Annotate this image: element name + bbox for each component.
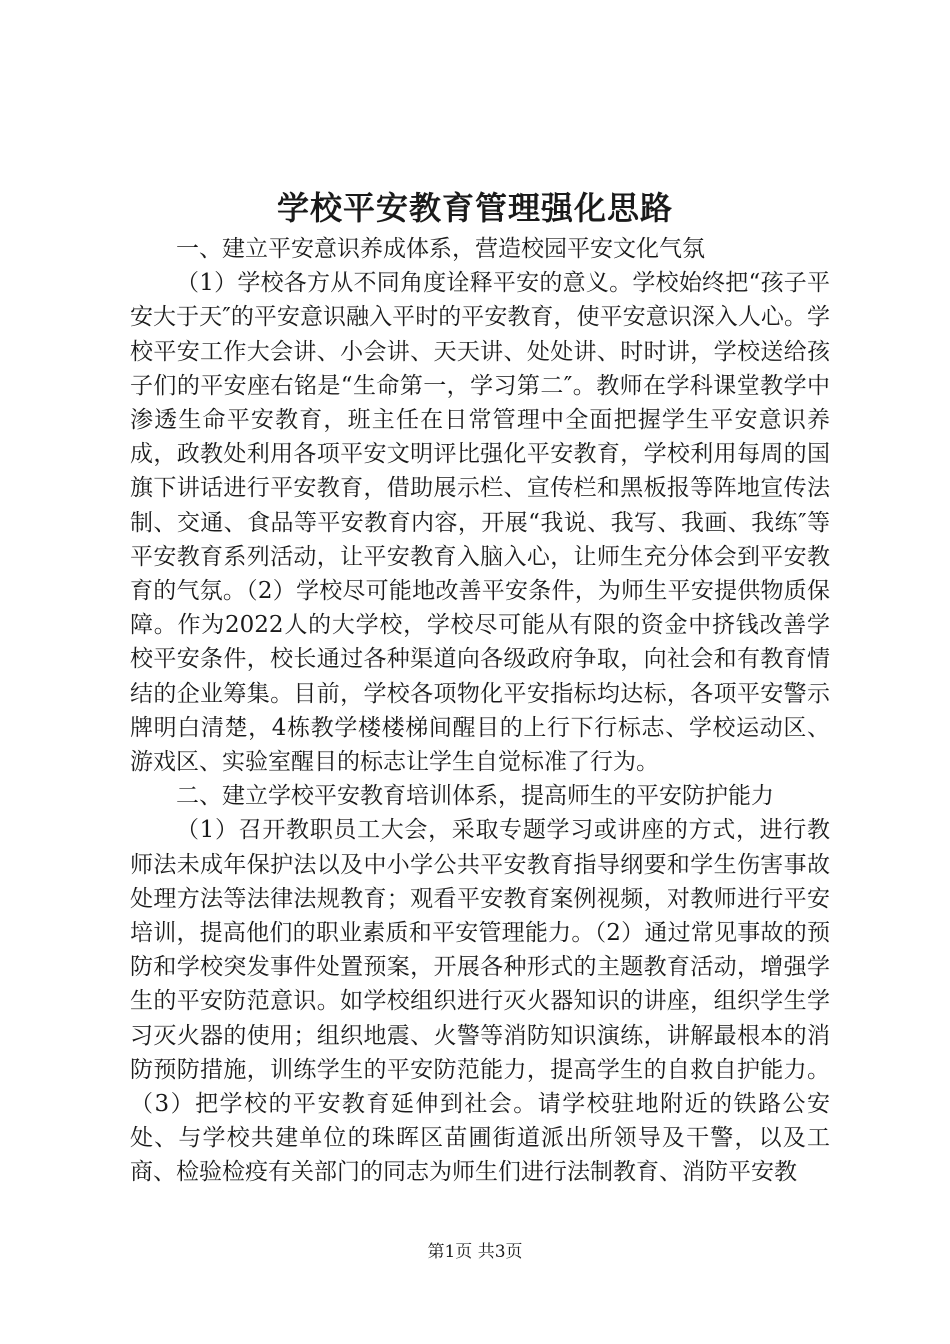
section-1-heading: 一、建立平安意识养成体系，营造校园平安文化气氛 bbox=[176, 236, 705, 262]
section-2-paragraph: （1）召开教职员工大会，采取专题学习或讲座的方式，进行教师法未成年保护法以及中小学公共平安教育指导纲要和学生伤害事故处理方法等法律法规教育；观看平安教育案例视频，对教师进行平安培训，提高他们的职业素质和平安管理能力。（2）通过常见事故的预防和学校突发事件处置预案，开展各种形式的主题教育活动，增强学生的平安防范意识。如学校组织进行灭火器知识的讲座，组织学生学习灭火器的使用；组织地震、火警等消防知识演练，讲解最根本的消防预防措施，训练学生的平安防范能力，提高学生的自救自护能力。（3）把学校的平安教育延伸到社会。请学校驻地附近的铁路公安处、与学校共建单位的珠晖区苗圃街道派出所领导及干警，以及工商、检验检疫有关部门的同志为师生们进行法制教育、消防平安教 bbox=[130, 817, 830, 1186]
section-1-paragraph: （1）学校各方从不同角度诠释平安的意义。学校始终把“孩子平安大于天″的平安意识融入平时的平安教育，使平安意识深入人心。学校平安工作大会讲、小会讲、天天讲、处处讲、时时讲，学校送给孩子们的平安座右铭是“生命第一，学习第二″。教师在学科课堂教学中渗透生命平安教育，班主任在日常管理中全面把握学生平安意识养成，政教处利用各项平安文明评比强化平安教育，学校利用每周的国旗下讲话进行平安教育，借助展示栏、宣传栏和黑板报等阵地宣传法制、交通、食品等平安教育内容，开展“我说、我写、我画、我练″等平安教育系列活动，让平安教育入脑入心，让师生充分体会到平安教育的气氛。（2）学校尽可能地改善平安条件，为师生平安提供物质保障。作为2022人的大学校，学校尽可能从有限的资金中挤钱改善学校平安条件，校长通过各种渠道向各级政府争取，向社会和有教育情结的企业筹集。目前，学校各项物化平安指标均达标，各项平安警示牌明白清楚，4栋教学楼楼梯间醒目的上行下行标志、学校运动区、游戏区、实验室醒目的标志让学生自觉标准了行为。 bbox=[130, 270, 830, 776]
page-number-footer: 第1页 共3页 bbox=[427, 1242, 523, 1262]
document-title: 学校平安教育管理强化思路 bbox=[276, 189, 673, 227]
section-2-heading: 二、建立学校平安教育培训体系，提高师生的平安防护能力 bbox=[176, 783, 774, 810]
document-body bbox=[130, 232, 830, 1190]
